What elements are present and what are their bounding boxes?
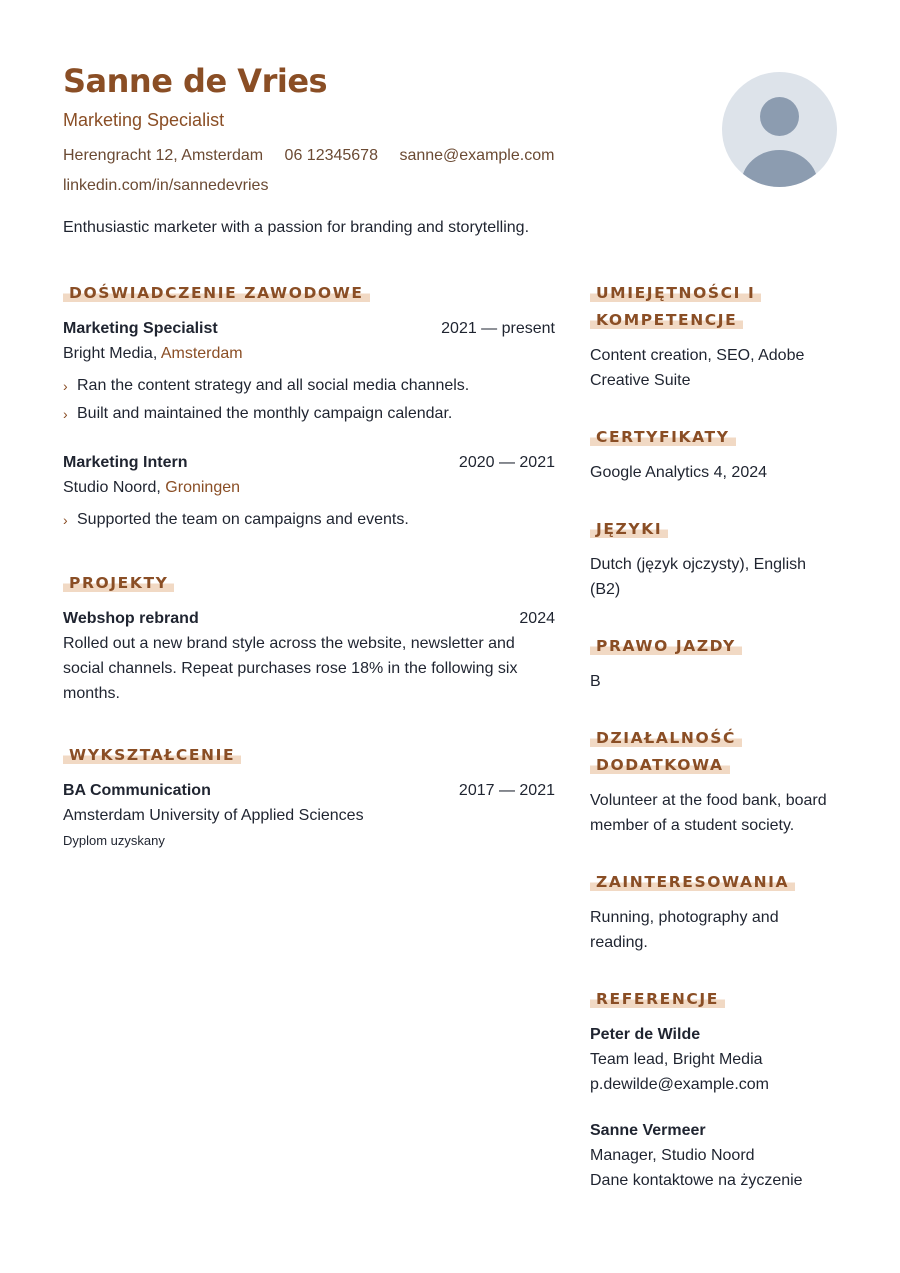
reference-name: Peter de Wilde [590,1026,701,1043]
reference-contact: p.dewilde@example.com [590,1076,769,1093]
experience-company: Studio Noord, [63,479,161,496]
experience-org [63,475,555,500]
experience-city: Groningen [165,479,241,496]
activities-section [590,725,830,838]
job-title: Marketing Specialist [63,110,225,130]
reference-role: Manager, Studio Noord [590,1147,755,1164]
chevron-right-icon: › [63,512,68,528]
education-section [63,742,555,853]
education-note: Dyplom uzyskany [63,833,165,848]
summary: Enthusiastic marketer with a passion for branding and storytelling. [63,219,530,236]
experience-org [63,341,555,366]
reference-contact: Dane kontaktowe na życzenie [590,1172,803,1189]
skills-section [590,280,830,393]
list-item: › Ran the content strategy and all social media channels. [63,372,555,400]
sidebar-column [590,280,830,1224]
experience-section [63,280,555,534]
reference-name: Sanne Vermeer [590,1122,706,1139]
email: sanne@example.com [399,147,555,164]
project-year: 2024 [519,610,555,627]
experience-dates: 2021 — present [441,320,555,337]
certificates-text: Google Analytics 4, 2024 [590,464,768,481]
chevron-right-icon: › [63,378,68,394]
section-heading-education: WYKSZTAŁCENIE [63,746,241,764]
contact-line [63,147,571,165]
list-item: › Supported the team on campaigns and events. [63,506,555,534]
project-description: Rolled out a new brand style across the website, newsletter and social channels. Repeat purchases rose 18% in the following six months. [63,635,518,702]
activities-text: Volunteer at the food bank, board member of a student society. [590,792,827,834]
reference-entry [590,1118,830,1193]
address: Herengracht 12, Amsterdam [63,147,264,164]
license-text: B [590,673,601,690]
candidate-name: Sanne de Vries [63,62,328,100]
phone: 06 12345678 [284,147,378,164]
languages-text: Dutch (język ojczysty), English (B2) [590,556,807,598]
project-name: Webshop rebrand [63,610,199,627]
education-dates: 2017 — 2021 [458,782,555,799]
section-heading-activities: DZIAŁALNOŚĆ DODATKOWA [590,729,742,774]
section-heading-references: REFERENCJE [590,990,725,1008]
chevron-right-icon: › [63,406,68,422]
section-heading-languages: JĘZYKI [590,520,668,538]
experience-role: Marketing Intern [63,454,188,471]
projects-section [63,570,555,706]
reference-entry [590,1022,830,1097]
project-entry [63,606,555,706]
education-entry [63,778,555,853]
avatar-icon [722,72,837,187]
section-heading-license: PRAWO JAZDY [590,637,742,655]
reference-role: Team lead, Bright Media [590,1051,763,1068]
skills-text: Content creation, SEO, Adobe Creative Suite [590,347,805,389]
main-column [63,280,555,889]
avatar-head [760,97,799,136]
section-heading-certificates: CERTYFIKATY [590,428,736,446]
experience-entry [63,450,555,534]
linkedin: linkedin.com/in/sannedevries [63,177,269,194]
education-school: Amsterdam University of Applied Sciences [63,807,364,824]
references-section [590,986,830,1193]
education-degree: BA Communication [63,782,211,799]
experience-entry [63,316,555,428]
license-section [590,633,830,694]
experience-company: Bright Media, [63,345,158,362]
section-heading-projects: PROJEKTY [63,574,174,592]
list-item: › Built and maintained the monthly campaign calendar. [63,400,555,428]
certificates-section [590,424,830,485]
experience-city: Amsterdam [160,345,243,362]
section-heading-skills: UMIEJĘTNOŚCI I KOMPETENCJE [590,284,761,329]
section-heading-interests: ZAINTERESOWANIA [590,873,795,891]
languages-section [590,516,830,602]
avatar-body [741,150,818,187]
interests-section [590,869,830,955]
interests-text: Running, photography and reading. [590,909,779,951]
section-heading-experience: DOŚWIADCZENIE ZAWODOWE [63,284,370,302]
experience-dates: 2020 — 2021 [458,454,555,471]
experience-role: Marketing Specialist [63,320,218,337]
